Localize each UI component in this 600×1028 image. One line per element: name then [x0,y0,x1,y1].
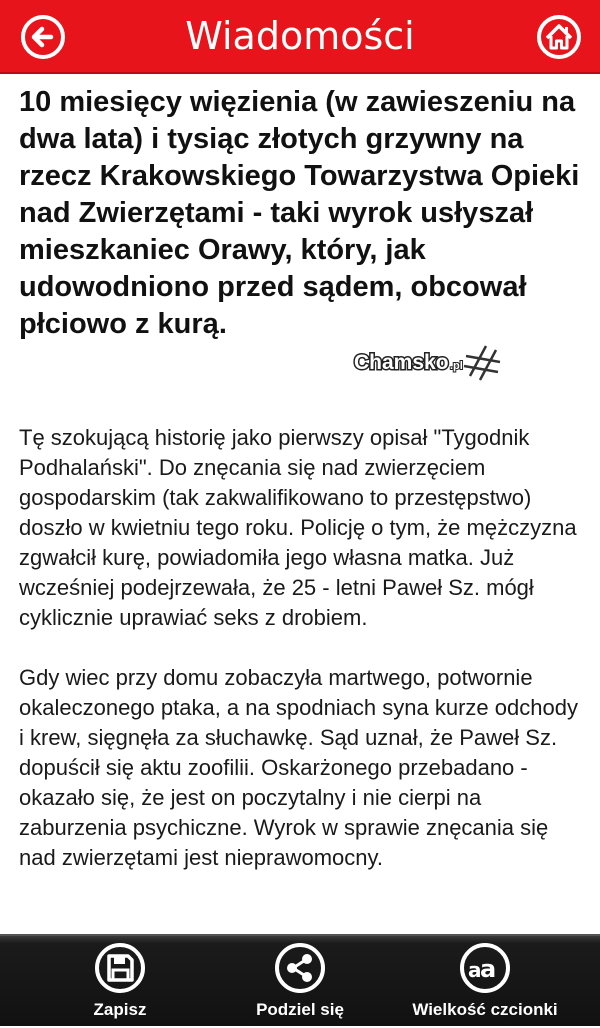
page-title: Wiadomości [185,14,415,58]
article-paragraph: Gdy wiec przy domu zobaczyła martwego, potwornie okaleczonego ptaka, a na spodniach syna kurze odchody i krew, sięgnęła za słuchawkę. Sąd uznał, że Paweł Sz. dopuścił się aktu zoofilii. Oskarżonego przebadano - okazało się, że jest on poczytalny i nie cierpi na zaburzenia psychiczne. Wyrok w sprawie znęcania się nad zwierzętami jest nieprawomocny. [19,665,578,870]
svg-text:a: a [468,958,482,982]
share-label: Podziel się [256,1000,344,1019]
svg-text:.pl: .pl [450,360,463,372]
article-content [0,74,600,934]
svg-text:Chamsko: Chamsko [354,351,449,374]
header-bar [0,0,600,74]
article-body [19,423,584,903]
chamsko-logo [352,340,504,386]
bottom-toolbar [0,934,600,1026]
share-button[interactable] [240,936,360,1028]
article-headline: 10 miesięcy więzienia (w zawieszeniu na dwa lata) i tysiąc złotych grzywny na rzecz Krakowskiego Towarzystwa Opieki nad Zwierzętami - taki wyrok usłyszał mieszkaniec Orawy, który, jak udowodniono przed sądem, obcował płciowo z kurą. [19,86,580,340]
article-paragraph: Tę szokującą historię jako pierwszy opisał "Tygodnik Podhalański". Do znęcania się nad zwierzęciem gospodarskim (tak zakwalifikowano to przestępstwo) doszło w kwietniu tego roku. Policję o tym, że mężczyzna zgwałcił kurę, powiadomiła jego własna matka. Już wcześniej podejrzewała, że 25 - letni Paweł Sz. mógł cyklicznie uprawiać seks z drobiem. [19,425,577,630]
save-label: Zapisz [93,1000,147,1019]
font-size-button[interactable] [390,936,580,1028]
svg-text:a: a [480,955,497,983]
font-size-label: Wielkość czcionki [412,1000,558,1019]
share-icon [274,942,326,994]
home-icon[interactable] [536,14,582,60]
save-button[interactable] [70,936,170,1028]
font-size-icon [459,942,511,994]
floppy-disk-icon [94,942,146,994]
